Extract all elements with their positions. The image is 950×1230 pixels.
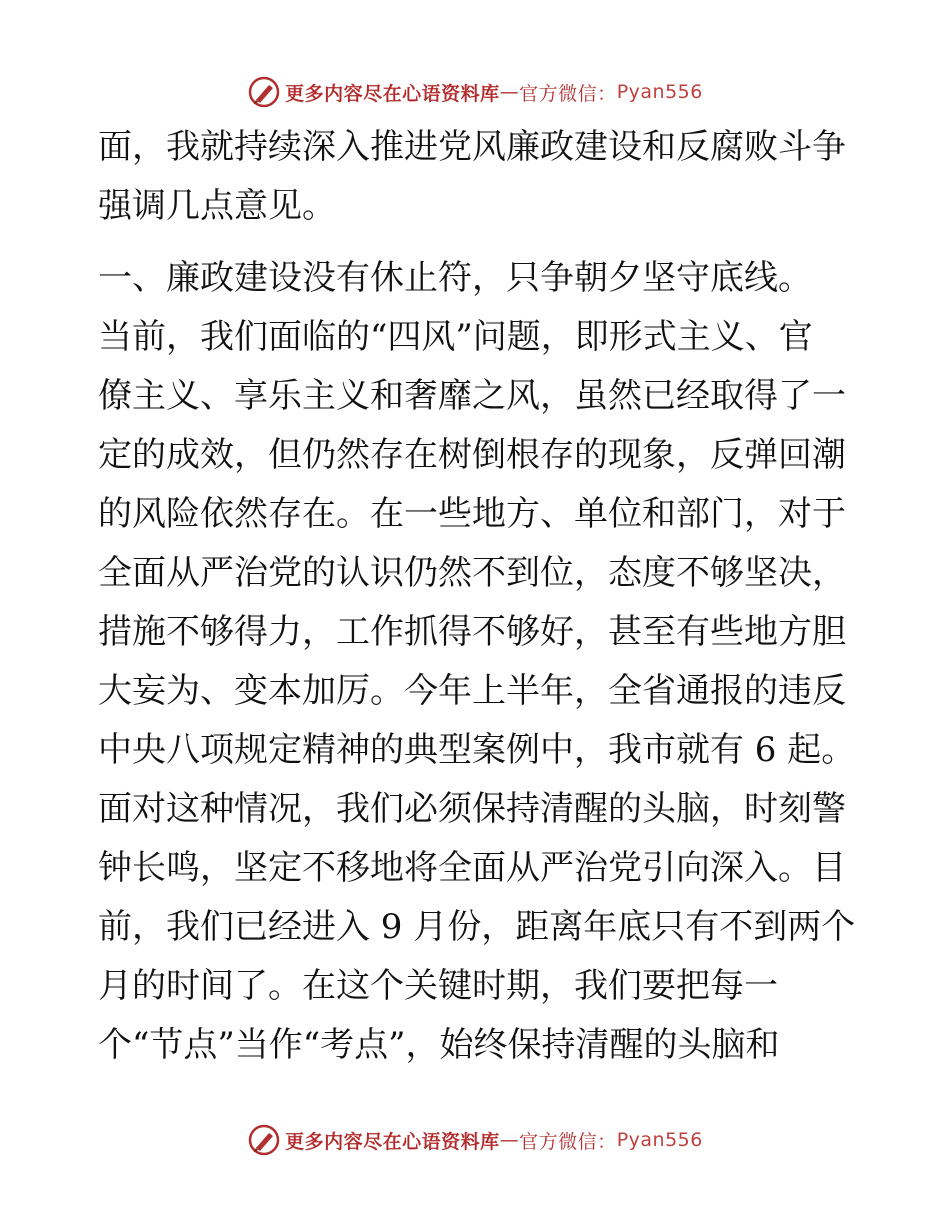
body-line: 个“节点”当作“考点”，始终保持清醒的头脑和 [98,1025,780,1065]
body-line: 大妄为、变本加厉。今年上半年，全省通报的违反 [98,671,846,711]
watermark-brand: 更多内容尽在心语资料库 [285,1130,500,1153]
pen-logo-icon [247,75,281,109]
body-line: 前，我们已经进入 9 月份，距离年底只有不到两个 [98,907,856,947]
body-line: 钟长鸣，坚定不移地将全面从严治党引向深入。目 [98,848,846,888]
body-line: 僚主义、享乐主义和奢靡之风，虽然已经取得了一 [98,376,846,416]
body-line: 定的成效，但仍然存在树倒根存的现象，反弹回潮 [98,435,846,475]
watermark-separator: — [499,81,520,103]
body-line: 当前，我们面临的“四风”问题，即形式主义、官 [98,317,813,357]
section-heading: 一、廉政建设没有休止符，只争朝夕坚守底线。 [98,258,812,298]
watermark-contact-label: 官方微信： [519,1130,617,1153]
body-line: 中央八项规定精神的典型案例中，我市就有 6 起。 [98,730,856,770]
body-line: 的风险依然存在。在一些地方、单位和部门，对于 [98,494,846,534]
body-line: 措施不够得力，工作抓得不够好，甚至有些地方胆 [98,612,846,652]
pen-logo-icon [247,1123,281,1157]
watermark-contact-label: 官方微信： [519,82,617,105]
watermark-account: Pyan556 [616,1129,703,1151]
body-line: 强调几点意见。 [98,186,336,226]
watermark-header [0,72,950,112]
body-line: 面对这种情况，我们必须保持清醒的头脑，时刻警 [98,789,846,829]
body-line: 面，我就持续深入推进党风廉政建设和反腐败斗争 [98,127,846,167]
watermark-separator: — [499,1129,520,1151]
body-line: 全面从严治党的认识仍然不到位，态度不够坚决， [98,553,846,593]
watermark-account: Pyan556 [616,81,703,103]
watermark-brand: 更多内容尽在心语资料库 [285,82,500,105]
body-line: 月的时间了。在这个关键时期，我们要把每一 [98,966,778,1006]
watermark-footer [0,1120,950,1160]
